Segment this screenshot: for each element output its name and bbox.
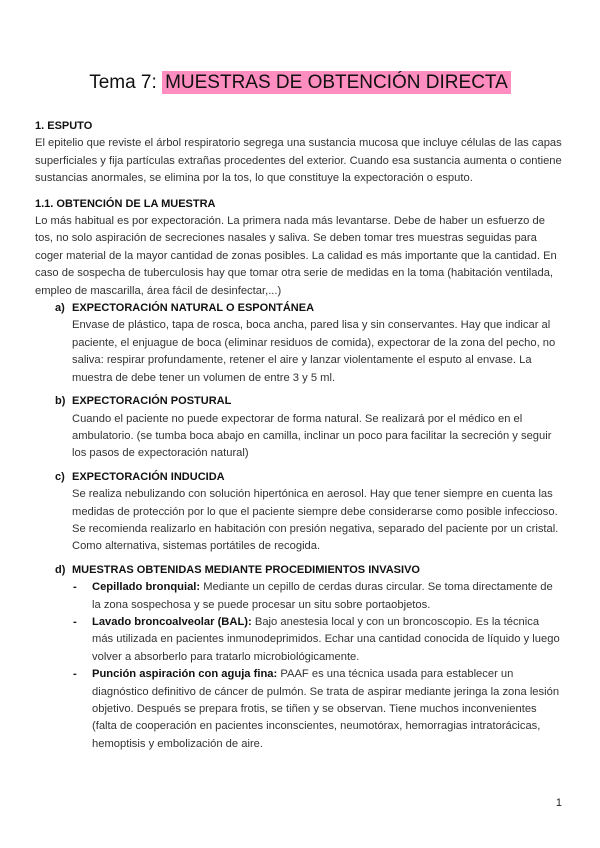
title-highlight: MUESTRAS DE OBTENCIÓN DIRECTA	[162, 71, 511, 94]
bullet-text: PAAF es una técnica usada para establecer un diagnóstico definitivo de cáncer de pulmón. Se trata de aspirar mediante jeringa la zona lesión objetivo. Después se prepara frotis, se tiñen y se observan. Tiene muchos inconvenientes (falta de cooperación en pacientes inconscientes, neumotórax, hemorragias intratorácicas, hemoptisis y embolización de aire.	[92, 668, 560, 750]
bullet-label: Punción aspiración con aguja fina:	[92, 668, 278, 681]
list-item-heading: EXPECTORACIÓN POSTURAL	[72, 395, 232, 408]
bullet-text: Bajo anestesia local y con un broncoscopio. Es la técnica más utilizada en pacientes inmunodeprimidos. Echar una cantidad conocida de líquido y luego volver a absorberlo para tratarlo microbiológicamente.	[92, 615, 560, 663]
list-item-heading: EXPECTORACIÓN INDUCIDA	[72, 470, 225, 483]
list-item-body: Envase de plástico, tapa de rosca, boca ancha, pared lisa y sin conservantes. Hay que indicar al paciente, el enjuague de boca (eliminar residuos de comida), expectorar de la zona del pecho, no saliva: respirar profundamente, retener el aire y lanzar violentamente el esputo al envase. La muestra de debe tener un volumen de entre 3 y 5 ml.	[72, 319, 556, 384]
document-body	[35, 118, 563, 753]
title-prefix: Tema 7:	[89, 72, 163, 93]
bullet-item	[35, 614, 563, 666]
list-item-heading: MUESTRAS OBTENIDAS MEDIANTE PROCEDIMIENTOS INVASIVO	[72, 563, 420, 576]
list-item-body: Se realiza nebulizando con solución hipertónica en aerosol. Hay que tener siempre en cuenta las medidas de protección por lo que el paciente siempre debe considerarse como posible infeccioso. Se recomienda realizarlo en habitación con presión negativa, separado del paciente por un cristal. Como alternativa, sistemas portátiles de recogida.	[72, 488, 559, 553]
list-item	[35, 562, 563, 579]
bullet-item	[35, 666, 563, 753]
list-item-letter: b)	[55, 395, 66, 408]
list-item-letter: c)	[55, 470, 65, 483]
list-item-body: Cuando el paciente no puede expectorar de forma natural. Se realizará por el médico en el ambulatorio. (se tumba boca abajo en camilla, inclinar un poco para facilitar la secreción y seguir los pasos de expectoración natural)	[72, 412, 552, 460]
bullet-text: Mediante un cepillo de cerdas duras circular. Se toma directamente de la zona sospechosa y se puede procesar un situ sobre portaobjetos.	[92, 581, 553, 611]
list-item-letter: a)	[55, 302, 65, 315]
page-number: 1	[555, 797, 562, 809]
bullet-dash: -	[73, 668, 77, 681]
list-item	[35, 300, 563, 387]
list-item	[35, 393, 563, 463]
page-title	[0, 72, 600, 94]
section-paragraph-esputo: El epitelio que reviste el árbol respiratorio segrega una sustancia mucosa que incluye células de las capas superficiales y fija partículas extrañas procedentes del exterior. Cuando esa sustancia aumenta o contiene sustancias anormales, se elimina por la tos, lo que constituye la expectoración o esputo.	[35, 137, 562, 185]
bullet-dash: -	[73, 581, 77, 594]
list-item-heading: EXPECTORACIÓN NATURAL O ESPONTÁNEA	[72, 302, 315, 315]
section-paragraph-obtencion: Lo más habitual es por expectoración. La primera nada más levantarse. Debe de haber un esfuerzo de tos, no solo aspiración de secreciones nasales y saliva. Se deben tomar tres muestras seguidas para coger material de la mayor cantidad de zonas posibles. La calidad es más importante que la cantidad. En caso de sospecha de tuberculosis hay que tomar otra serie de medidas en la toma (habitación ventilada, empleo de mascarilla, área fácil de desinfectar,...)	[35, 215, 557, 297]
list-item-letter: d)	[55, 563, 66, 576]
bullet-dash: -	[73, 615, 77, 628]
bullet-label: Lavado broncoalveolar (BAL):	[92, 615, 252, 628]
bullet-label: Cepillado bronquial:	[92, 581, 201, 594]
bullet-item	[35, 579, 563, 614]
list-item	[35, 469, 563, 556]
section-heading-obtencion: 1.1. OBTENCIÓN DE LA MUESTRA	[35, 197, 216, 210]
section-heading-esputo: 1. ESPUTO	[35, 120, 93, 132]
